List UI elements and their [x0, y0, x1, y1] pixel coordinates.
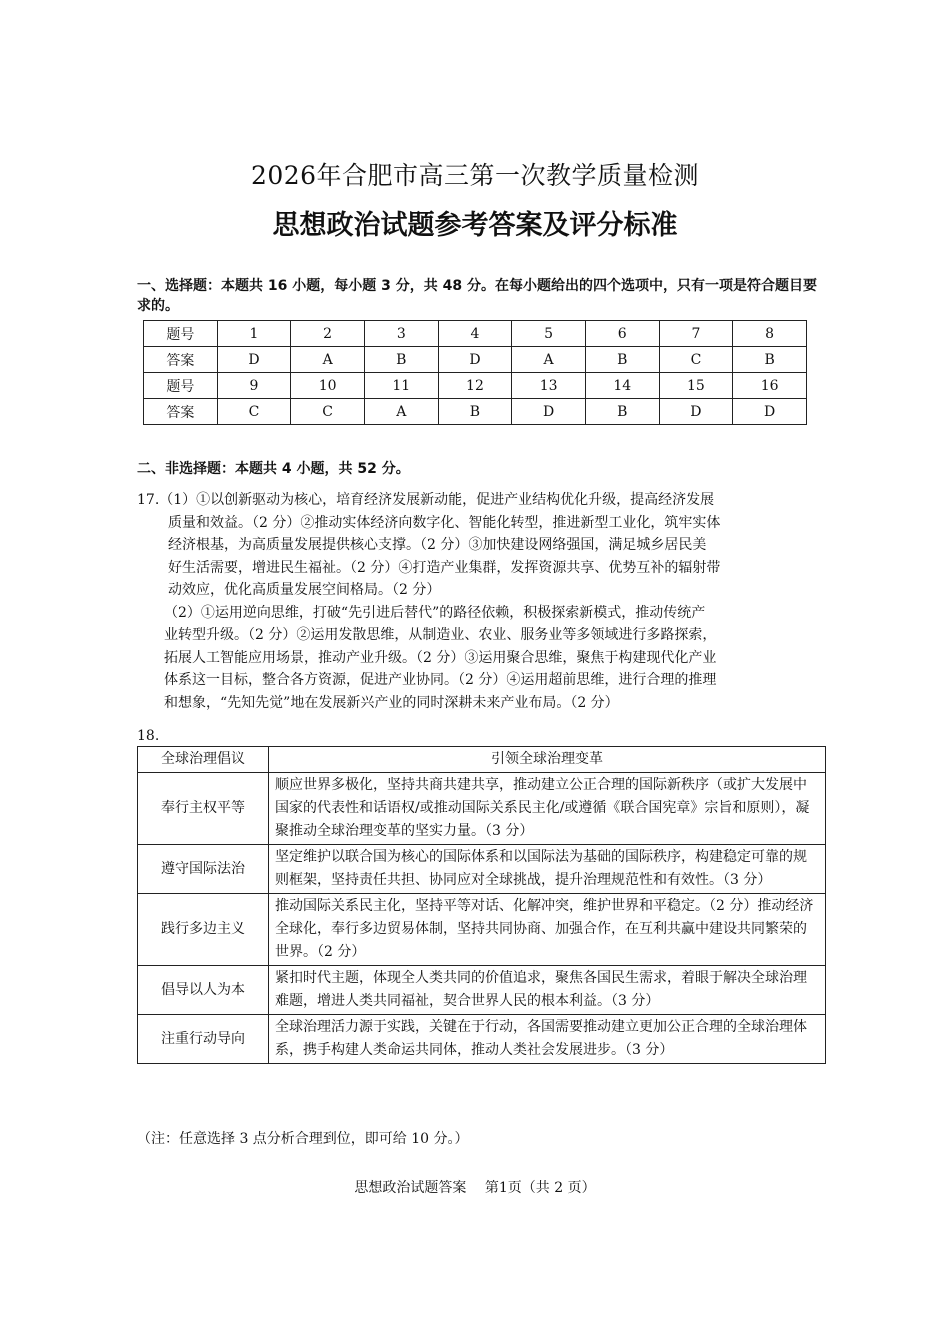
answer-cell: C: [659, 347, 733, 373]
question-number: 16: [733, 373, 807, 399]
question-number: 9: [217, 373, 291, 399]
section1-heading: 一、选择题：本题共 16 小题，每小题 3 分，共 48 分。在每小题给出的四个选项中，只有一项是符合题目要求的。: [137, 278, 817, 314]
row-label: 题号: [144, 321, 218, 347]
explanation-cell: 坚定维护以联合国为核心的国际体系和以国际法为基础的国际秩序，构建稳定可靠的规则框架，坚持责任共担、协同应对全球挑战，提升治理规范性和有效性。（3 分）: [269, 845, 826, 894]
scoring-note: （注：任意选择 3 点分析合理到位，即可给 10 分。）: [137, 1131, 469, 1147]
initiative-cell: 践行多边主义: [138, 894, 269, 966]
question-number: 8: [733, 321, 807, 347]
q17-line: 拓展人工智能应用场景，推动产业升级。（2 分）③运用聚合思维，聚焦于构建现代化产业: [164, 649, 717, 666]
answer-cell: D: [512, 399, 586, 425]
q17-line: 质量和效益。（2 分）②推动实体经济向数字化、智能化转型，推进新型工业化，筑牢实体: [168, 514, 721, 531]
answer-cell: A: [512, 347, 586, 373]
question-number: 14: [585, 373, 659, 399]
table-row: [144, 373, 807, 399]
answer-cell: D: [733, 399, 807, 425]
table-row: [138, 1015, 826, 1064]
q17-line: 和想象，“先知先觉”地在发展新兴产业的同时深耕未来产业布局。（2 分）: [164, 694, 619, 711]
question-number: 12: [438, 373, 512, 399]
initiative-cell: 倡导以人为本: [138, 966, 269, 1015]
question-number: 13: [512, 373, 586, 399]
table-row: [138, 773, 826, 845]
multiple-choice-answer-table: [143, 320, 807, 425]
question-number: 10: [291, 373, 365, 399]
column-header: 全球治理倡议: [138, 747, 269, 773]
row-label: 答案: [144, 347, 218, 373]
table-row: [144, 321, 807, 347]
explanation-cell: 紧扣时代主题，体现全人类共同的价值追求，聚焦各国民生需求，着眼于解决全球治理难题，增进人类共同福祉，契合世界人民的根本利益。（3 分）: [269, 966, 826, 1015]
table-row: [138, 845, 826, 894]
table-row: [144, 347, 807, 373]
question-number: 6: [585, 321, 659, 347]
answer-cell: D: [438, 347, 512, 373]
q17-line: 动效应，优化高质量发展空间格局。（2 分）: [168, 582, 441, 598]
row-label: 题号: [144, 373, 218, 399]
section2-heading: 二、非选择题：本题共 4 小题，共 52 分。: [137, 461, 410, 477]
document-subtitle: 思想政治试题参考答案及评分标准: [272, 210, 678, 241]
answer-cell: B: [364, 347, 438, 373]
page-footer: 思想政治试题答案 第1页（共 2 页）: [354, 1180, 596, 1196]
answer-cell: C: [291, 399, 365, 425]
question-number: 1: [217, 321, 291, 347]
question-number: 5: [512, 321, 586, 347]
table-row: [138, 966, 826, 1015]
answer-cell: C: [217, 399, 291, 425]
table-row: [144, 399, 807, 425]
q17-line: 好生活需要，增进民生福祉。（2 分）④打造产业集群，发挥资源共享、优势互补的辐射带: [168, 559, 721, 576]
row-label: 答案: [144, 399, 218, 425]
initiative-cell: 遵守国际法治: [138, 845, 269, 894]
answer-cell: B: [585, 399, 659, 425]
q17-line: （2）①运用逆向思维，打破“先引进后替代”的路径依赖，积极探索新模式，推动传统产: [164, 604, 706, 621]
explanation-cell: 顺应世界多极化，坚持共商共建共享，推动建立公正合理的国际新秩序（或扩大发展中国家的代表性和话语权/或推动国际关系民主化/或遵循《联合国宪章》宗旨和原则），凝聚推动全球治理变革的坚实力量。（3 分）: [269, 773, 826, 845]
answer-cell: B: [438, 399, 512, 425]
explanation-cell: 推动国际关系民主化，坚持平等对话、化解冲突，维护世界和平稳定。（2 分）推动经济全球化，奉行多边贸易体制，坚持共同协商、加强合作，在互利共赢中建设共同繁荣的世界。（2 分）: [269, 894, 826, 966]
question-number: 7: [659, 321, 733, 347]
q17-line: 17.（1）①以创新驱动为核心，培育经济发展新动能，促进产业结构优化升级，提高经济发展: [137, 492, 715, 508]
question-number: 2: [291, 321, 365, 347]
column-header: 引领全球治理变革: [269, 747, 826, 773]
q17-line: 体系这一目标，整合各方资源，促进产业协同。（2 分）④运用超前思维，进行合理的推理: [164, 672, 717, 688]
question-number: 15: [659, 373, 733, 399]
answer-cell: B: [733, 347, 807, 373]
q17-line: 经济根基，为高质量发展提供核心支撑。（2 分）③加快建设网络强国，满足城乡居民美: [168, 537, 707, 553]
answer-cell: D: [217, 347, 291, 373]
table-header-row: [138, 747, 826, 773]
table-row: [138, 894, 826, 966]
question-18-label: 18.: [137, 728, 160, 744]
q17-line: 业转型升级。（2 分）②运用发散思维，从制造业、农业、服务业等多领域进行多路探索，: [164, 627, 717, 643]
question-number: 3: [364, 321, 438, 347]
answer-cell: B: [585, 347, 659, 373]
question-18-table: [137, 746, 826, 1064]
question-number: 4: [438, 321, 512, 347]
answer-cell: A: [364, 399, 438, 425]
initiative-cell: 奉行主权平等: [138, 773, 269, 845]
initiative-cell: 注重行动导向: [138, 1015, 269, 1064]
document-title: 2026年合肥市高三第一次教学质量检测: [250, 161, 700, 190]
answer-cell: A: [291, 347, 365, 373]
question-number: 11: [364, 373, 438, 399]
answer-cell: D: [659, 399, 733, 425]
explanation-cell: 全球治理活力源于实践，关键在于行动，各国需要推动建立更加公正合理的全球治理体系，携手构建人类命运共同体，推动人类社会发展进步。（3 分）: [269, 1015, 826, 1064]
question-17-answer: [137, 489, 822, 714]
